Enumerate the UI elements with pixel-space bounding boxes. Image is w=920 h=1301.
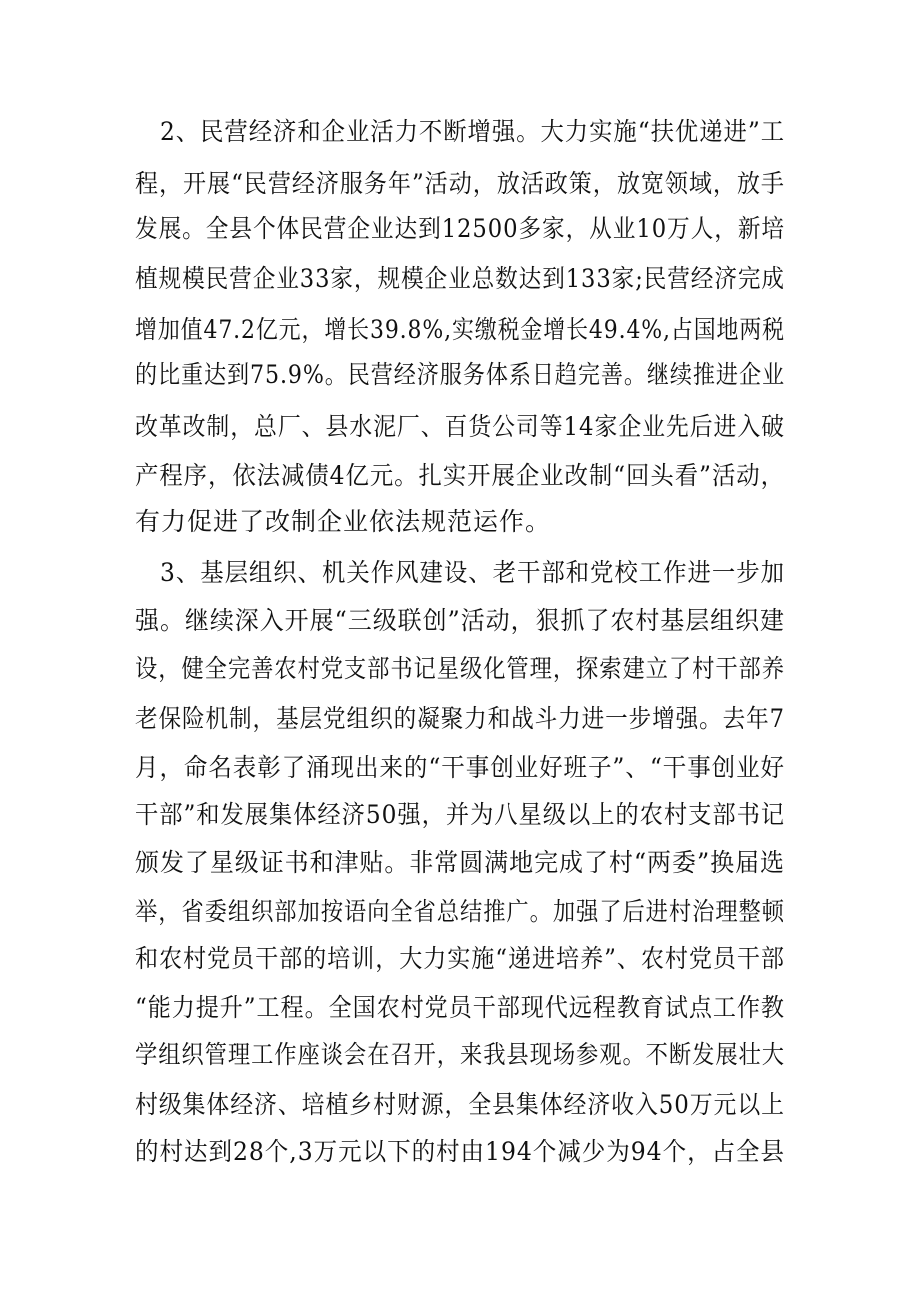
text-line: 干部”和发展集体经济50强，并为八星级以上的农村支部书记 (135, 800, 786, 829)
text-line: 增加值47.2亿元，增长39.8%,实缴税金增长49.4%,占国地两税 (135, 315, 786, 344)
text-line: 的村达到28个,3万元以下的村由194个减少为94个，占全县 (135, 1137, 786, 1166)
text-line: 月，命名表彰了涌现出来的“干事创业好班子”、“干事创业好 (135, 753, 786, 782)
text-line: 有力促进了改制企业依法规范运作。 (135, 507, 552, 536)
text-line: 改革改制，总厂、县水泥厂、百货公司等14家企业先后进入破 (135, 412, 785, 441)
text-line: 和农村党员干部的培训，大力实施“递进培养”、农村党员干部 (135, 944, 785, 973)
text-line: 老保险机制，基层党组织的凝聚力和战斗力进一步增强。去年7 (135, 704, 785, 733)
text-line: 设，健全完善农村党支部书记星级化管理，探索建立了村干部养 (135, 654, 785, 683)
text-line: 举，省委组织部加按语向全省总结推广。加强了后进村治理整顿 (135, 897, 785, 926)
text-line: 学组织管理工作座谈会在召开，来我县现场参观。不断发展壮大 (135, 1040, 785, 1069)
text-line: 颁发了星级证书和津贴。非常圆满地完成了村“两委”换届选 (135, 848, 786, 877)
text-line: 3、基层组织、机关作风建设、老干部和党校工作进一步加 (160, 558, 785, 587)
text-line: 强。继续深入开展“三级联创”活动，狠抓了农村基层组织建 (135, 606, 786, 635)
text-line: 植规模民营企业33家，规模企业总数达到133家;民营经济完成 (135, 264, 785, 293)
text-line: 发展。全县个体民营企业达到12500多家，从业10万人，新培 (135, 214, 786, 243)
text-line: 的比重达到75.9%。民营经济服务体系日趋完善。继续推进企业 (135, 360, 785, 389)
text-line: 2、民营经济和企业活力不断增强。大力实施“扶优递进”工 (160, 117, 786, 146)
text-line: 产程序，依法减债4亿元。扎实开展企业改制“回头看”活动， (135, 461, 785, 490)
text-line: 程，开展“民营经济服务年”活动，放活政策，放宽领域，放手 (135, 169, 785, 198)
text-line: “能力提升”工程。全国农村党员干部现代远程教育试点工作教 (135, 993, 785, 1022)
text-line: 村级集体经济、培植乡村财源，全县集体经济收入50万元以上 (135, 1090, 785, 1119)
